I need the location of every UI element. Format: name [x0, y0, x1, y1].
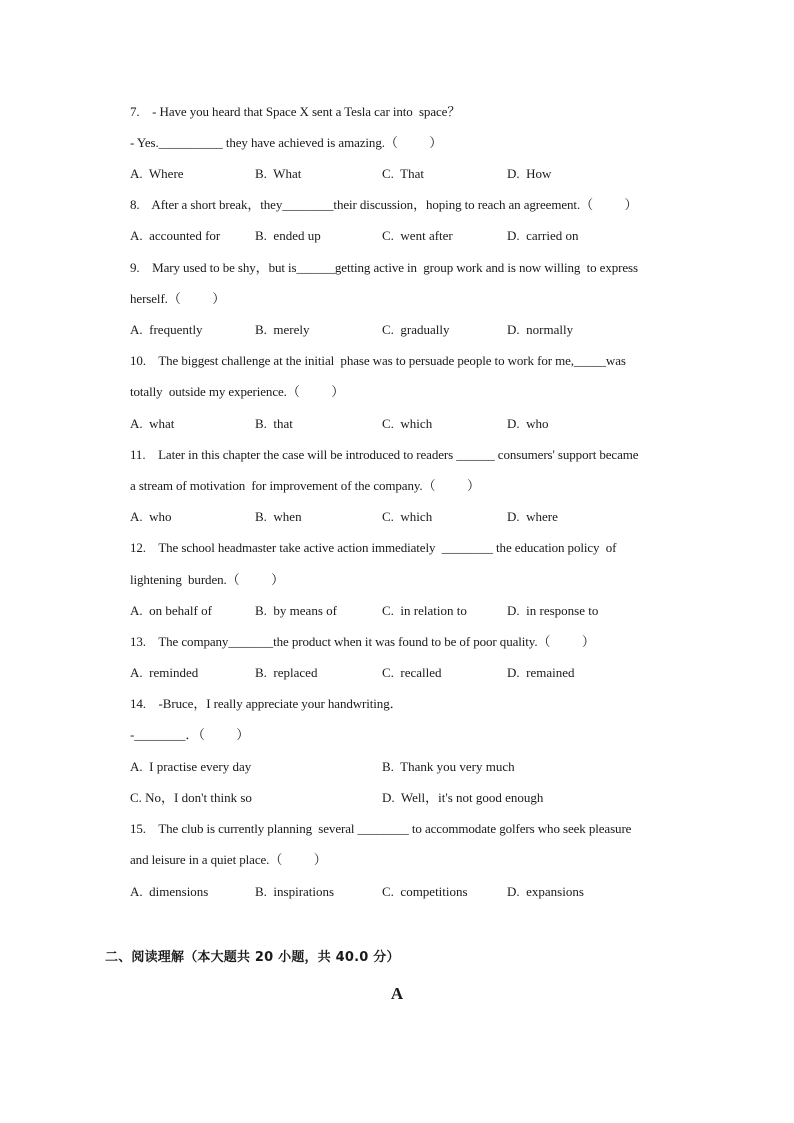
option-c: C. That [382, 166, 425, 181]
question-15-line-2: and leisure in a quiet place.（ ） [130, 852, 327, 867]
option-b: B. that [255, 416, 293, 431]
option-d: D. expansions [507, 884, 584, 899]
option-d: D. normally [507, 322, 574, 337]
question-12-line-1: 12. The school headmaster take active action immediately ________ the education policy of [130, 540, 617, 555]
option-a: A. frequently [130, 322, 203, 337]
option-d: D. carried on [507, 228, 579, 243]
option-a: A. accounted for [130, 228, 221, 243]
question-9-line-2: herself.（ ） [130, 291, 226, 306]
question-15-line-1: 15. The club is currently planning several ________ to accommodate golfers who seek pleasure [130, 821, 632, 836]
question-13-line-1: 13. The company_______the product when it was found to be of poor quality.（ ） [130, 634, 595, 649]
option-d: D. remained [507, 665, 575, 680]
option-d: D. How [507, 166, 552, 181]
option-c: C. gradually [382, 322, 450, 337]
question-14-line-2: -________．（ ） [130, 727, 250, 742]
option-a: A. reminded [130, 665, 199, 680]
option-a: A. Where [130, 166, 184, 181]
option-a: A. what [130, 416, 175, 431]
question-12-line-2: lightening burden.（ ） [130, 572, 284, 587]
option-a: A. who [130, 509, 172, 524]
option-a: A. dimensions [130, 884, 209, 899]
option-c: C. which [382, 509, 433, 524]
section-title: 二、阅读理解（本大题共 20 小题，共 40.0 分） [105, 950, 400, 965]
option-c: C. competitions [382, 884, 468, 899]
question-7-line-2: - Yes.__________ they have achieved is amazing.（ ） [130, 135, 443, 150]
option-c: C. in relation to [382, 603, 467, 618]
question-10-line-1: 10. The biggest challenge at the initial phase was to persuade people to work for me,_____was [130, 353, 626, 368]
option-c: C. which [382, 416, 433, 431]
option-b: B. replaced [255, 665, 318, 680]
question-10-line-2: totally outside my experience.（ ） [130, 384, 345, 399]
option-b: B. inspirations [255, 884, 335, 899]
passage-label: A [390, 984, 404, 1003]
option-b: B. What [255, 166, 302, 181]
option-b: B. ended up [255, 228, 321, 243]
option-a: A. on behalf of [130, 603, 212, 618]
option-b: B. Thank you very much [382, 759, 515, 774]
question-7-line-1: 7. - Have you heard that Space X sent a Tesla car into space？ [130, 104, 461, 119]
option-b: B. merely [255, 322, 310, 337]
option-a: A. I practise every day [130, 759, 252, 774]
option-c: C. recalled [382, 665, 442, 680]
option-c: C. No，I don't think so [130, 790, 252, 805]
question-11-line-2: a stream of motivation for improvement of the company.（ ） [130, 478, 480, 493]
option-d: D. who [507, 416, 549, 431]
option-d: D. in response to [507, 603, 599, 618]
option-d: D. where [507, 509, 558, 524]
option-d: D. Well，it's not good enough [382, 790, 544, 805]
question-11-line-1: 11. Later in this chapter the case will be introduced to readers ______ consumers' support became [130, 447, 639, 462]
question-14-line-1: 14. -Bruce，I really appreciate your handwriting． [130, 696, 403, 711]
option-c: C. went after [382, 228, 453, 243]
option-b: B. when [255, 509, 302, 524]
question-9-line-1: 9. Mary used to be shy，but is______getting active in group work and is now willing to express [130, 260, 638, 275]
option-b: B. by means of [255, 603, 337, 618]
question-8-line-1: 8. After a short break，they________their discussion，hoping to reach an agreement.（ ） [130, 197, 638, 212]
